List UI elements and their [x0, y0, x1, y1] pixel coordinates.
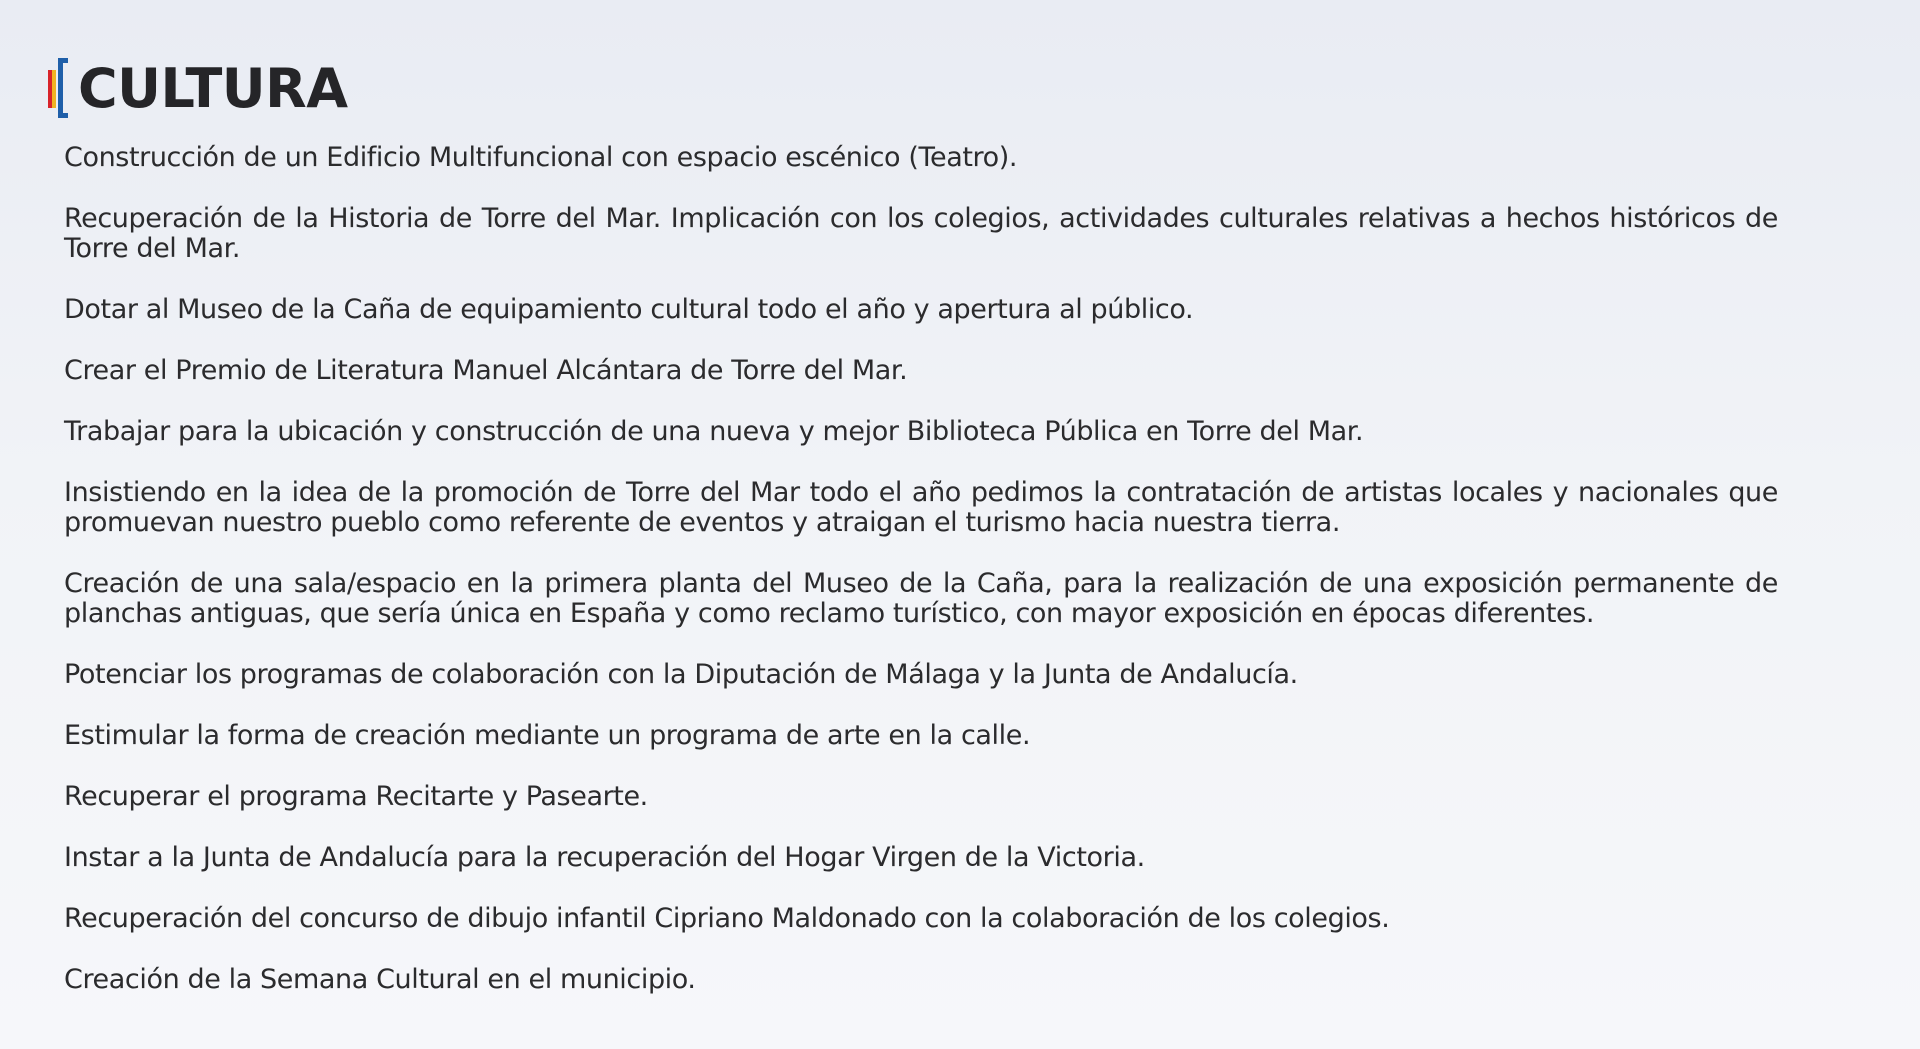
list-item: Recuperar el programa Recitarte y Pasearte.	[64, 781, 648, 812]
list-item: Recuperación del concurso de dibujo infantil Cipriano Maldonado con la colaboración de los colegios.	[64, 903, 1390, 934]
blue-bracket	[58, 58, 68, 118]
list-item: Crear el Premio de Literatura Manuel Alcántara de Torre del Mar.	[64, 355, 908, 386]
list-item: Recuperación de la Historia de Torre del Mar. Implicación con los colegios, actividades culturales relativas a hechos históricos de Torre del Mar.	[64, 203, 1778, 264]
brand-bracket-icon	[48, 56, 74, 122]
list-item: Potenciar los programas de colaboración con la Diputación de Málaga y la Junta de Andalucía.	[64, 659, 1298, 690]
list-item: Creación de la Semana Cultural en el municipio.	[64, 964, 696, 995]
list-item: Trabajar para la ubicación y construcción de una nueva y mejor Biblioteca Pública en Torre del Mar.	[64, 416, 1364, 447]
page-title: CULTURA	[78, 57, 348, 120]
list-item: Insistiendo en la idea de la promoción de Torre del Mar todo el año pedimos la contratación de artistas locales y nacionales que promuevan nuestro pueblo como referente de eventos y atraigan el turismo hacia nuestra tierra.	[64, 477, 1778, 538]
proposals-list	[64, 143, 1778, 1026]
list-item: Dotar al Museo de la Caña de equipamiento cultural todo el año y apertura al público.	[64, 294, 1194, 325]
yellow-stripe	[52, 70, 56, 108]
list-item: Instar a la Junta de Andalucía para la recuperación del Hogar Virgen de la Victoria.	[64, 842, 1145, 873]
list-item: Estimular la forma de creación mediante un programa de arte en la calle.	[64, 720, 1031, 751]
list-item: Construcción de un Edificio Multifuncional con espacio escénico (Teatro).	[64, 142, 1018, 173]
list-item: Creación de una sala/espacio en la primera planta del Museo de la Caña, para la realización de una exposición permanente de planchas antiguas, que sería única en España y como reclamo turístico, con mayor exposición en épocas diferentes.	[64, 568, 1778, 629]
section-header	[48, 56, 348, 122]
